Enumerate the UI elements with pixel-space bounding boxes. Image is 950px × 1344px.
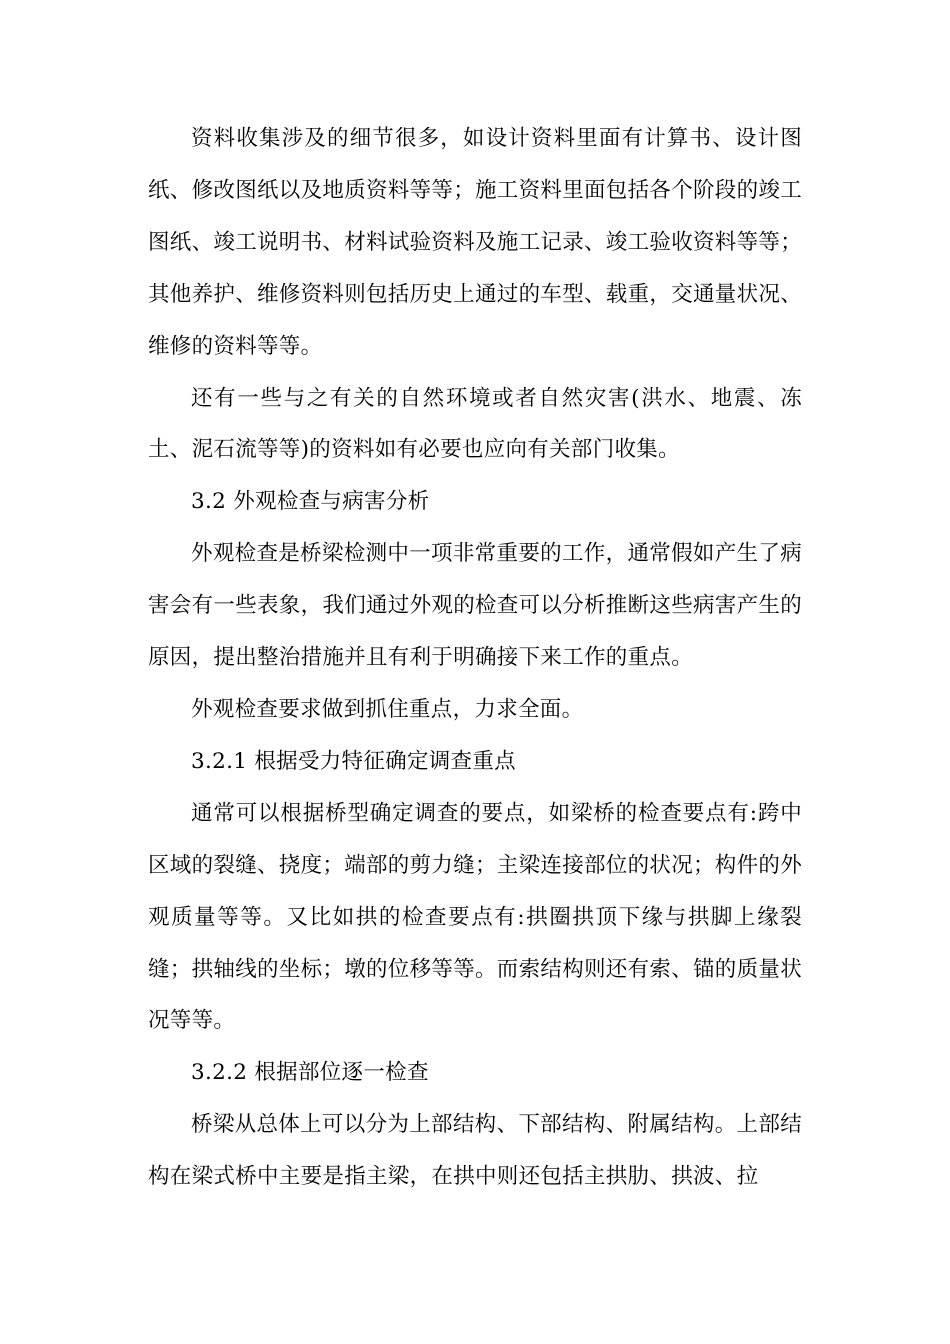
document-body <box>148 113 802 1203</box>
section-heading-3-2: 3.2 外观检查与病害分析 <box>191 489 430 515</box>
paragraph-inspection-points: 通常可以根据桥型确定调查的要点，如梁桥的检查要点有:跨中区域的裂缝、挠度；端部的剪力缝；主梁连接部位的状况；构件的外观质量等等。又比如拱的检查要点有:拱圈拱顶下缘与拱脚上缘裂缝；拱轴线的坐标；墩的位移等等。而索结构则还有索、锚的质量状况等等。 <box>148 800 803 1034</box>
section-heading-3-2-1: 3.2.1 根据受力特征确定调查重点 <box>191 748 516 774</box>
paragraph-inspection-requirement: 外观检查要求做到抓住重点，力求全面。 <box>191 696 584 722</box>
section-heading-3-2-2: 3.2.2 根据部位逐一检查 <box>191 1060 429 1086</box>
paragraph-visual-inspection: 外观检查是桥梁检测中一项非常重要的工作，通常假如产生了病害会有一些表象，我们通过外观的检查可以分析推断这些病害产生的原因，提出整治措施并且有利于明确接下来工作的重点。 <box>148 541 803 671</box>
paragraph-data-collection: 资料收集涉及的细节很多，如设计资料里面有计算书、设计图纸、修改图纸以及地质资料等等；施工资料里面包括各个阶段的竣工图纸、竣工说明书、材料试验资料及施工记录、竣工验收资料等等；其他养护、维修资料则包括历史上通过的车型、载重，交通量状况、维修的资料等等。 <box>148 126 803 359</box>
paragraph-natural-disasters: 还有一些与之有关的自然环境或者自然灾害(洪水、地震、冻土、泥石流等等)的资料如有必要也应向有关部门收集。 <box>148 385 802 463</box>
paragraph-bridge-structure: 桥梁从总体上可以分为上部结构、下部结构、附属结构。上部结构在梁式桥中主要是指主梁，在拱中则还包括主拱肋、拱波、拉 <box>148 1112 802 1190</box>
